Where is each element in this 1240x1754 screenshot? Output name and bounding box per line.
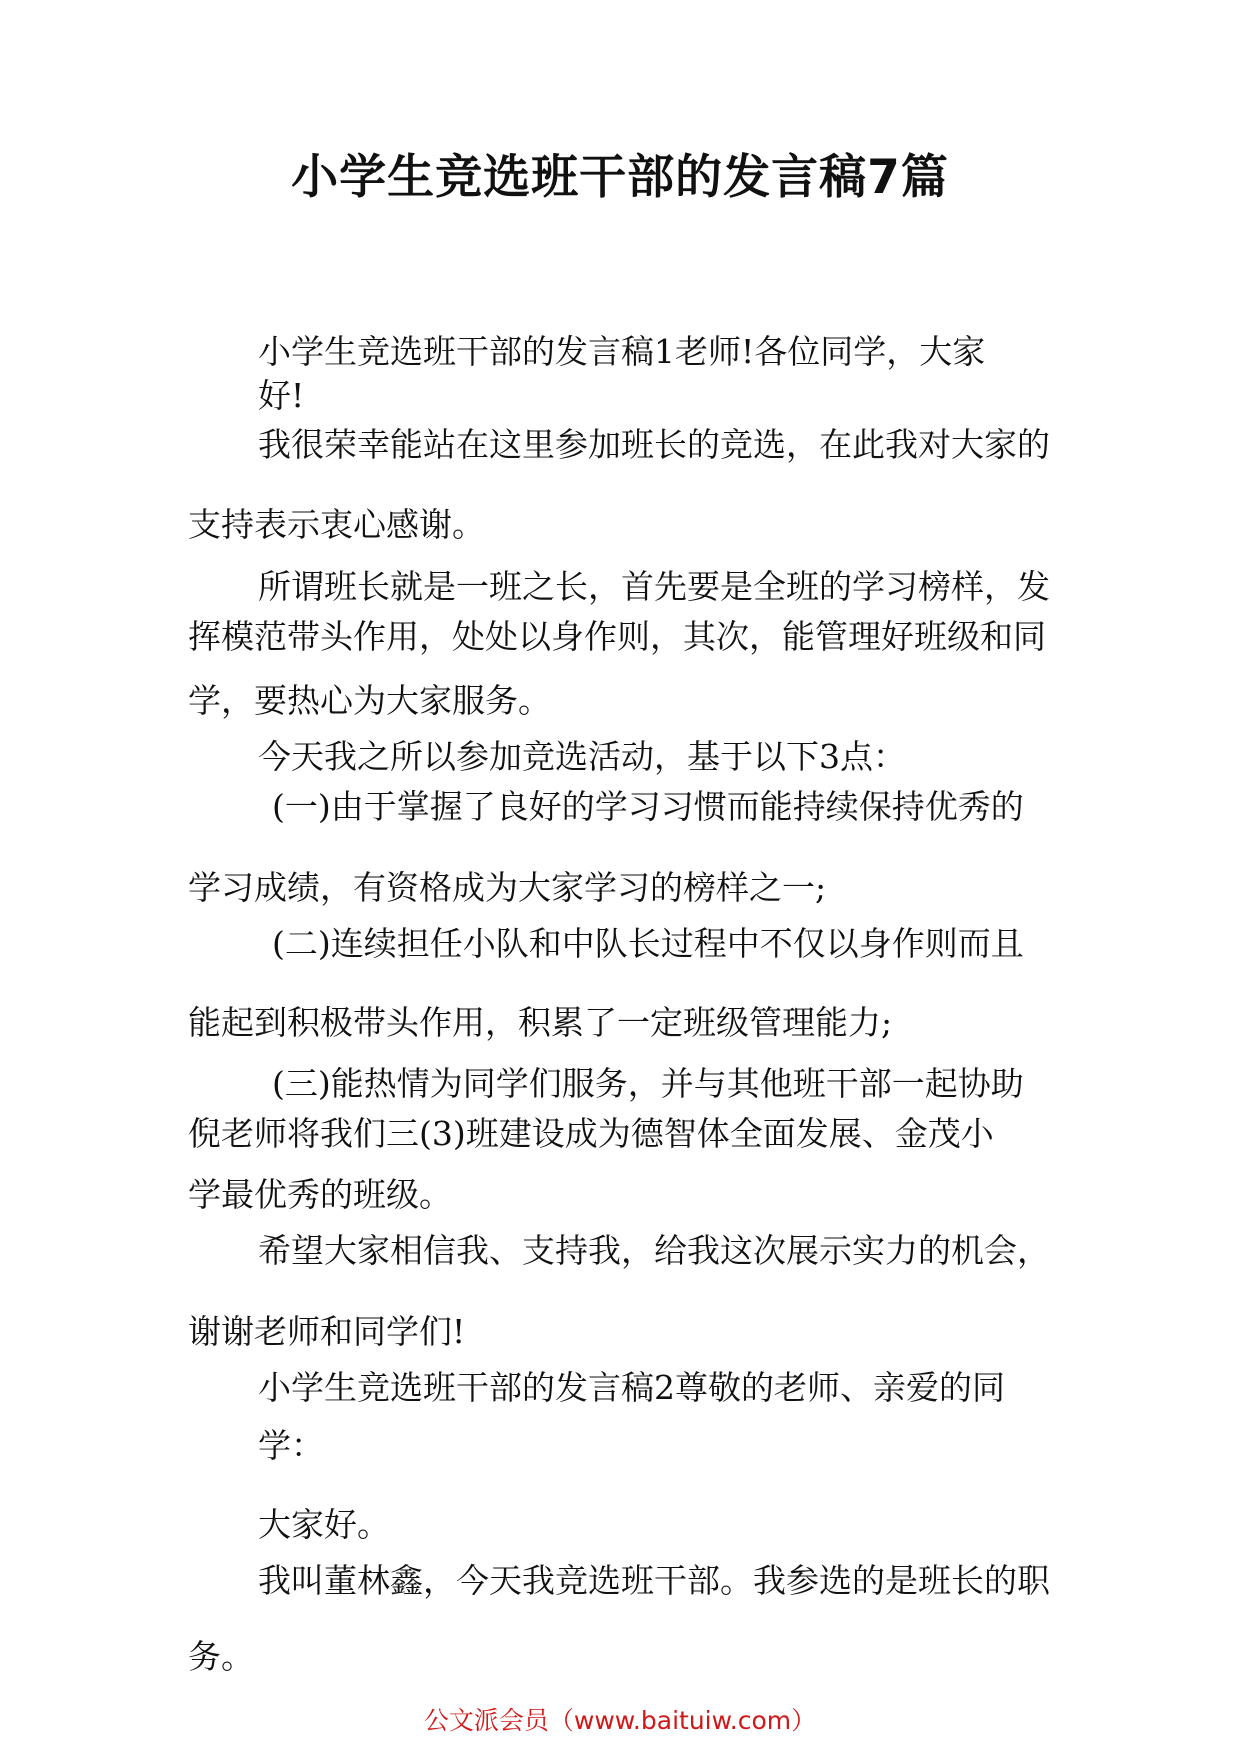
footer-watermark: 公文派会员（www.baituiw.com）: [423, 1706, 817, 1735]
body-line: 能起到积极带头作用，积累了一定班级管理能力;: [188, 1003, 893, 1042]
body-line: 挥模范带头作用，处处以身作则，其次，能管理好班级和同: [188, 617, 1046, 656]
body-line: 我很荣幸能站在这里参加班长的竞选，在此我对大家的: [258, 425, 1050, 464]
body-line: 小学生竞选班干部的发言稿1老师!各位同学，大家: [258, 332, 986, 371]
body-line: 好!: [258, 376, 305, 415]
body-line: (三)能热情为同学们服务，并与其他班干部一起协助: [272, 1064, 1024, 1103]
body-line: 我叫董林鑫，今天我竞选班干部。我参选的是班长的职: [258, 1561, 1050, 1600]
document-title: 小学生竞选班干部的发言稿7篇: [291, 150, 949, 205]
body-line: 支持表示衷心感谢。: [188, 505, 485, 544]
body-line: 希望大家相信我、支持我，给我这次展示实力的机会，: [258, 1231, 1050, 1270]
body-line: 学最优秀的班级。: [188, 1175, 452, 1214]
body-line: 学，要热心为大家服务。: [188, 681, 551, 720]
body-line: 小学生竞选班干部的发言稿2尊敬的老师、亲爱的同: [258, 1368, 1005, 1407]
body-line: 学：: [258, 1426, 324, 1465]
body-line: 谢谢老师和同学们!: [188, 1312, 466, 1351]
body-line: 今天我之所以参加竞选活动，基于以下3点：: [258, 737, 906, 776]
body-line: 学习成绩，有资格成为大家学习的榜样之一;: [188, 868, 827, 907]
body-line: 所谓班长就是一班之长，首先要是全班的学习榜样，发: [258, 567, 1050, 606]
body-line: (一)由于掌握了良好的学习习惯而能持续保持优秀的: [272, 787, 1024, 826]
body-line: (二)连续担任小队和中队长过程中不仅以身作则而且: [272, 924, 1024, 963]
body-line: 大家好。: [258, 1505, 390, 1544]
body-line: 倪老师将我们三(3)班建设成为德智体全面发展、金茂小: [188, 1114, 994, 1153]
body-line: 务。: [188, 1637, 254, 1676]
